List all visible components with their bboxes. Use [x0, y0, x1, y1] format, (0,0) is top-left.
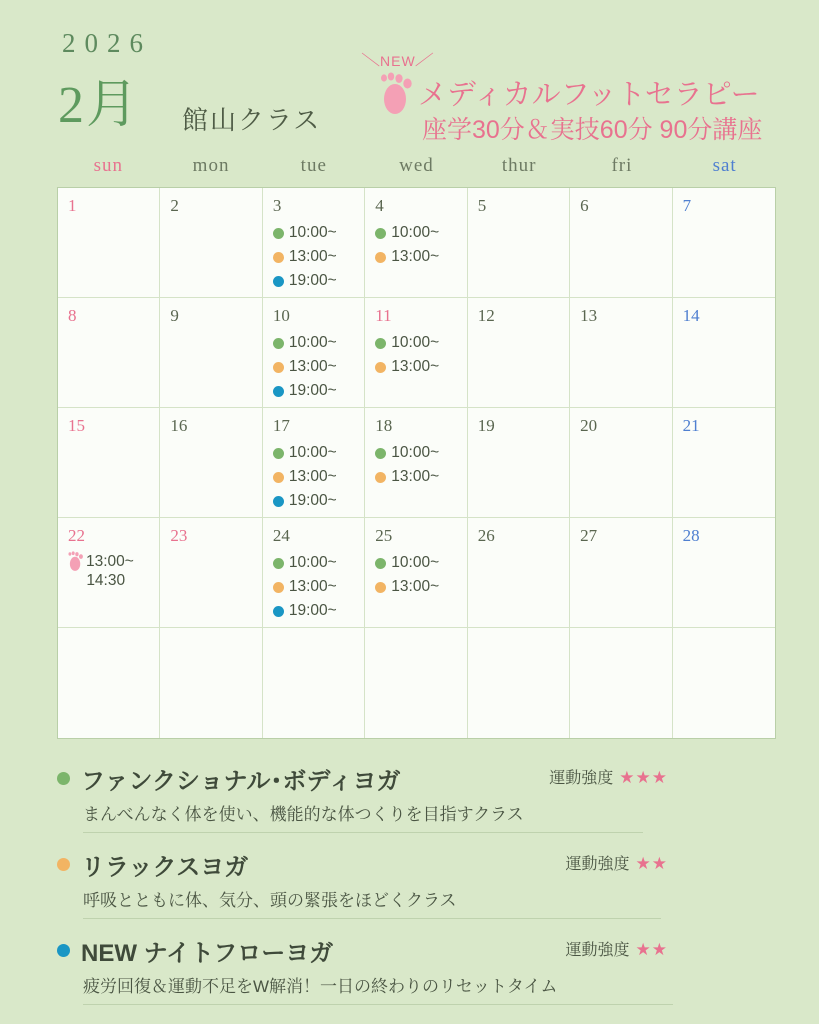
foot-therapy-event[interactable] [68, 551, 151, 572]
calendar-cell[interactable] [365, 628, 467, 738]
day-number: 21 [682, 416, 700, 435]
event-dot-blue-icon [273, 606, 284, 617]
day-number: 22 [68, 526, 85, 545]
calendar-cell[interactable] [160, 518, 262, 628]
class-event[interactable] [273, 245, 356, 269]
legend-description: 疲労回復＆運動不足をW解消！一日の終わりのリセットタイム [83, 972, 673, 1005]
event-time: 13:00~ [86, 552, 134, 570]
event-time: 10:00~ [288, 334, 337, 351]
calendar-cell[interactable] [365, 518, 467, 628]
event-dot-green-icon [273, 338, 284, 349]
intensity-label: 運動強度 [565, 856, 630, 873]
class-event[interactable] [375, 331, 458, 355]
event-time: 10:00~ [391, 334, 440, 351]
day-number: 12 [477, 306, 495, 325]
page-header [50, 0, 769, 155]
day-number: 25 [375, 526, 393, 545]
legend-description: 呼吸とともに体、気分、頭の緊張をほどくクラス [83, 886, 661, 919]
legend-intensity [566, 851, 669, 874]
class-event[interactable] [375, 221, 458, 245]
calendar-cell[interactable] [468, 188, 570, 298]
class-event[interactable] [273, 465, 356, 489]
legend-head [57, 847, 776, 882]
class-event[interactable] [273, 599, 356, 623]
calendar-cell[interactable] [673, 628, 775, 738]
day-number: 6 [580, 196, 589, 215]
month-label: 2月 [58, 77, 141, 134]
event-list [273, 441, 356, 513]
weekday-tue: tue [300, 155, 327, 176]
event-list [273, 551, 356, 623]
class-event[interactable] [273, 269, 356, 293]
intensity-label: 運動強度 [565, 942, 630, 959]
class-event[interactable] [375, 551, 458, 575]
day-number: 26 [477, 526, 495, 545]
event-time: 13:00~ [391, 578, 440, 596]
class-event[interactable] [273, 221, 356, 245]
day-number: 24 [272, 526, 290, 545]
event-list [375, 551, 458, 599]
event-time: 13:00~ [288, 468, 337, 486]
intensity-stars: ★★ [635, 854, 668, 873]
class-event[interactable] [273, 379, 356, 403]
event-dot-green-icon [375, 228, 386, 239]
weekday-mon: mon [192, 155, 230, 176]
event-list [375, 221, 458, 269]
calendar-cell[interactable] [160, 628, 262, 738]
event-time: 13:00~ [288, 578, 337, 596]
day-number: 4 [375, 196, 384, 215]
day-number: 18 [375, 416, 393, 435]
calendar-cell[interactable] [365, 408, 467, 518]
intensity-label: 運動強度 [549, 770, 614, 787]
class-event[interactable] [375, 245, 458, 269]
calendar-cell[interactable] [263, 298, 365, 408]
calendar-cell[interactable] [570, 518, 672, 628]
day-number: 7 [682, 196, 692, 215]
calendar-cell[interactable] [468, 298, 570, 408]
legend-item-night-flow-yoga [57, 933, 776, 1005]
calendar-cell[interactable] [673, 188, 775, 298]
new-badge-label: NEW [380, 53, 416, 69]
event-time: 13:00~ [391, 468, 440, 486]
calendar-cell[interactable] [58, 628, 160, 738]
weekday-thur: thur [501, 155, 537, 176]
day-number: 5 [477, 196, 487, 215]
event-dot-orange-icon [273, 472, 284, 483]
calendar-cell[interactable] [58, 298, 160, 408]
calendar-cell[interactable] [468, 408, 570, 518]
calendar-cell[interactable] [570, 188, 672, 298]
event-time: 10:00~ [391, 224, 440, 241]
event-list [375, 331, 458, 379]
class-event[interactable] [375, 465, 458, 489]
event-time: 19:00~ [288, 602, 337, 620]
event-dot-blue-icon [273, 386, 284, 397]
calendar-cell[interactable] [160, 298, 262, 408]
calendar-cell[interactable] [468, 518, 570, 628]
calendar-cell[interactable] [160, 188, 262, 298]
day-number: 13 [580, 306, 598, 325]
calendar-cell[interactable] [673, 408, 775, 518]
event-time: 10:00~ [288, 554, 337, 571]
legend-dot-blue-icon [57, 944, 70, 957]
event-list [273, 221, 356, 293]
calendar-cell[interactable] [58, 408, 160, 518]
promo-subtitle: 座学30分＆実技60分 90分講座 [422, 116, 763, 144]
footprint-icon [68, 551, 84, 572]
weekday-sat: sat [712, 155, 737, 176]
calendar-cell[interactable] [263, 408, 365, 518]
day-number: 15 [68, 416, 85, 435]
event-list [273, 331, 356, 403]
event-dot-orange-icon [375, 252, 386, 263]
year-label: 2026 [62, 28, 152, 58]
day-number: 20 [580, 416, 598, 435]
day-number: 14 [682, 306, 700, 325]
legend-head [57, 933, 776, 968]
legend-item-relax-yoga [57, 847, 776, 919]
day-number: 16 [170, 416, 188, 435]
slash-left-icon: ＼ [361, 49, 382, 72]
event-time: 10:00~ [288, 224, 337, 241]
day-number: 11 [375, 306, 392, 325]
event-dot-green-icon [375, 448, 386, 459]
legend-title: リラックスヨガ [81, 854, 249, 881]
class-event[interactable] [273, 489, 356, 513]
day-number: 2 [170, 196, 179, 215]
legend-title: NEW ナイトフローヨガ [81, 940, 334, 967]
event-dot-green-icon [273, 228, 284, 239]
event-time: 19:00~ [288, 492, 337, 510]
calendar-cell[interactable] [263, 628, 365, 738]
event-time: 13:00~ [391, 248, 440, 266]
event-dot-orange-icon [273, 582, 284, 593]
legend-head [57, 761, 776, 796]
calendar-grid [57, 187, 776, 739]
event-dot-green-icon [375, 558, 386, 569]
class-event[interactable] [273, 355, 356, 379]
event-time: 10:00~ [391, 444, 440, 461]
event-dot-orange-icon [375, 472, 386, 483]
day-number: 9 [170, 306, 179, 325]
calendar-cell[interactable] [570, 298, 672, 408]
calendar-cell[interactable] [570, 408, 672, 518]
event-time: 19:00~ [288, 382, 337, 400]
event-dot-green-icon [375, 338, 386, 349]
promo-title: メディカルフットセラピー [418, 79, 760, 111]
event-dot-orange-icon [375, 582, 386, 593]
calendar-cell[interactable] [570, 628, 672, 738]
weekday-sun: sun [93, 155, 124, 176]
intensity-stars: ★★ [635, 940, 668, 959]
class-event[interactable] [273, 551, 356, 575]
calendar-cell[interactable] [160, 408, 262, 518]
class-event[interactable] [273, 575, 356, 599]
legend-intensity [549, 765, 668, 788]
event-dot-blue-icon [273, 496, 284, 507]
day-number: 17 [272, 416, 290, 435]
day-number: 27 [580, 526, 598, 545]
calendar-cell[interactable] [468, 628, 570, 738]
legend-item-body-yoga [57, 761, 776, 833]
event-time: 13:00~ [391, 358, 440, 376]
day-number: 8 [68, 306, 77, 325]
legend-intensity [566, 937, 669, 960]
day-number: 10 [272, 306, 290, 325]
day-number: 23 [170, 526, 188, 545]
calendar-cell[interactable] [58, 518, 160, 628]
event-list [375, 441, 458, 489]
calendar-cell[interactable] [263, 518, 365, 628]
event-end-time: 14:30 [86, 572, 126, 589]
event-time: 10:00~ [391, 554, 440, 571]
new-badge [362, 46, 434, 71]
class-event[interactable] [375, 441, 458, 465]
intensity-stars: ★★★ [619, 768, 668, 787]
event-time: 19:00~ [288, 272, 337, 290]
class-event[interactable] [375, 575, 458, 599]
calendar-cell[interactable] [673, 298, 775, 408]
class-name-label: 館山クラス [182, 105, 322, 135]
calendar-cell[interactable] [365, 298, 467, 408]
class-event[interactable] [273, 331, 356, 355]
legend-dot-green-icon [57, 772, 70, 785]
slash-right-icon: ／ [414, 49, 435, 72]
legend [57, 761, 776, 1005]
weekday-header-row [57, 155, 776, 187]
calendar-cell[interactable] [58, 188, 160, 298]
weekday-wed: wed [399, 155, 434, 176]
weekday-fri: fri [611, 155, 633, 176]
event-dot-blue-icon [273, 276, 284, 287]
event-time: 13:00~ [288, 358, 337, 376]
event-dot-orange-icon [273, 362, 284, 373]
legend-title: ファンクショナル･ボディヨガ [81, 768, 401, 795]
day-number: 1 [68, 196, 77, 215]
calendar-cell[interactable] [365, 188, 467, 298]
day-number: 19 [477, 416, 495, 435]
calendar-cell[interactable] [263, 188, 365, 298]
day-number: 28 [682, 526, 700, 545]
legend-dot-orange-icon [57, 858, 70, 871]
day-number: 3 [272, 196, 282, 215]
class-event[interactable] [273, 441, 356, 465]
event-dot-green-icon [273, 448, 284, 459]
footprint-icon [380, 72, 414, 116]
event-time: 10:00~ [288, 444, 337, 461]
event-dot-orange-icon [375, 362, 386, 373]
calendar-cell[interactable] [673, 518, 775, 628]
event-dot-orange-icon [273, 252, 284, 263]
legend-description: まんべんなく体を使い、機能的な体つくりを目指すクラス [83, 800, 643, 833]
class-event[interactable] [375, 355, 458, 379]
event-dot-green-icon [273, 558, 284, 569]
event-time: 13:00~ [288, 248, 337, 266]
